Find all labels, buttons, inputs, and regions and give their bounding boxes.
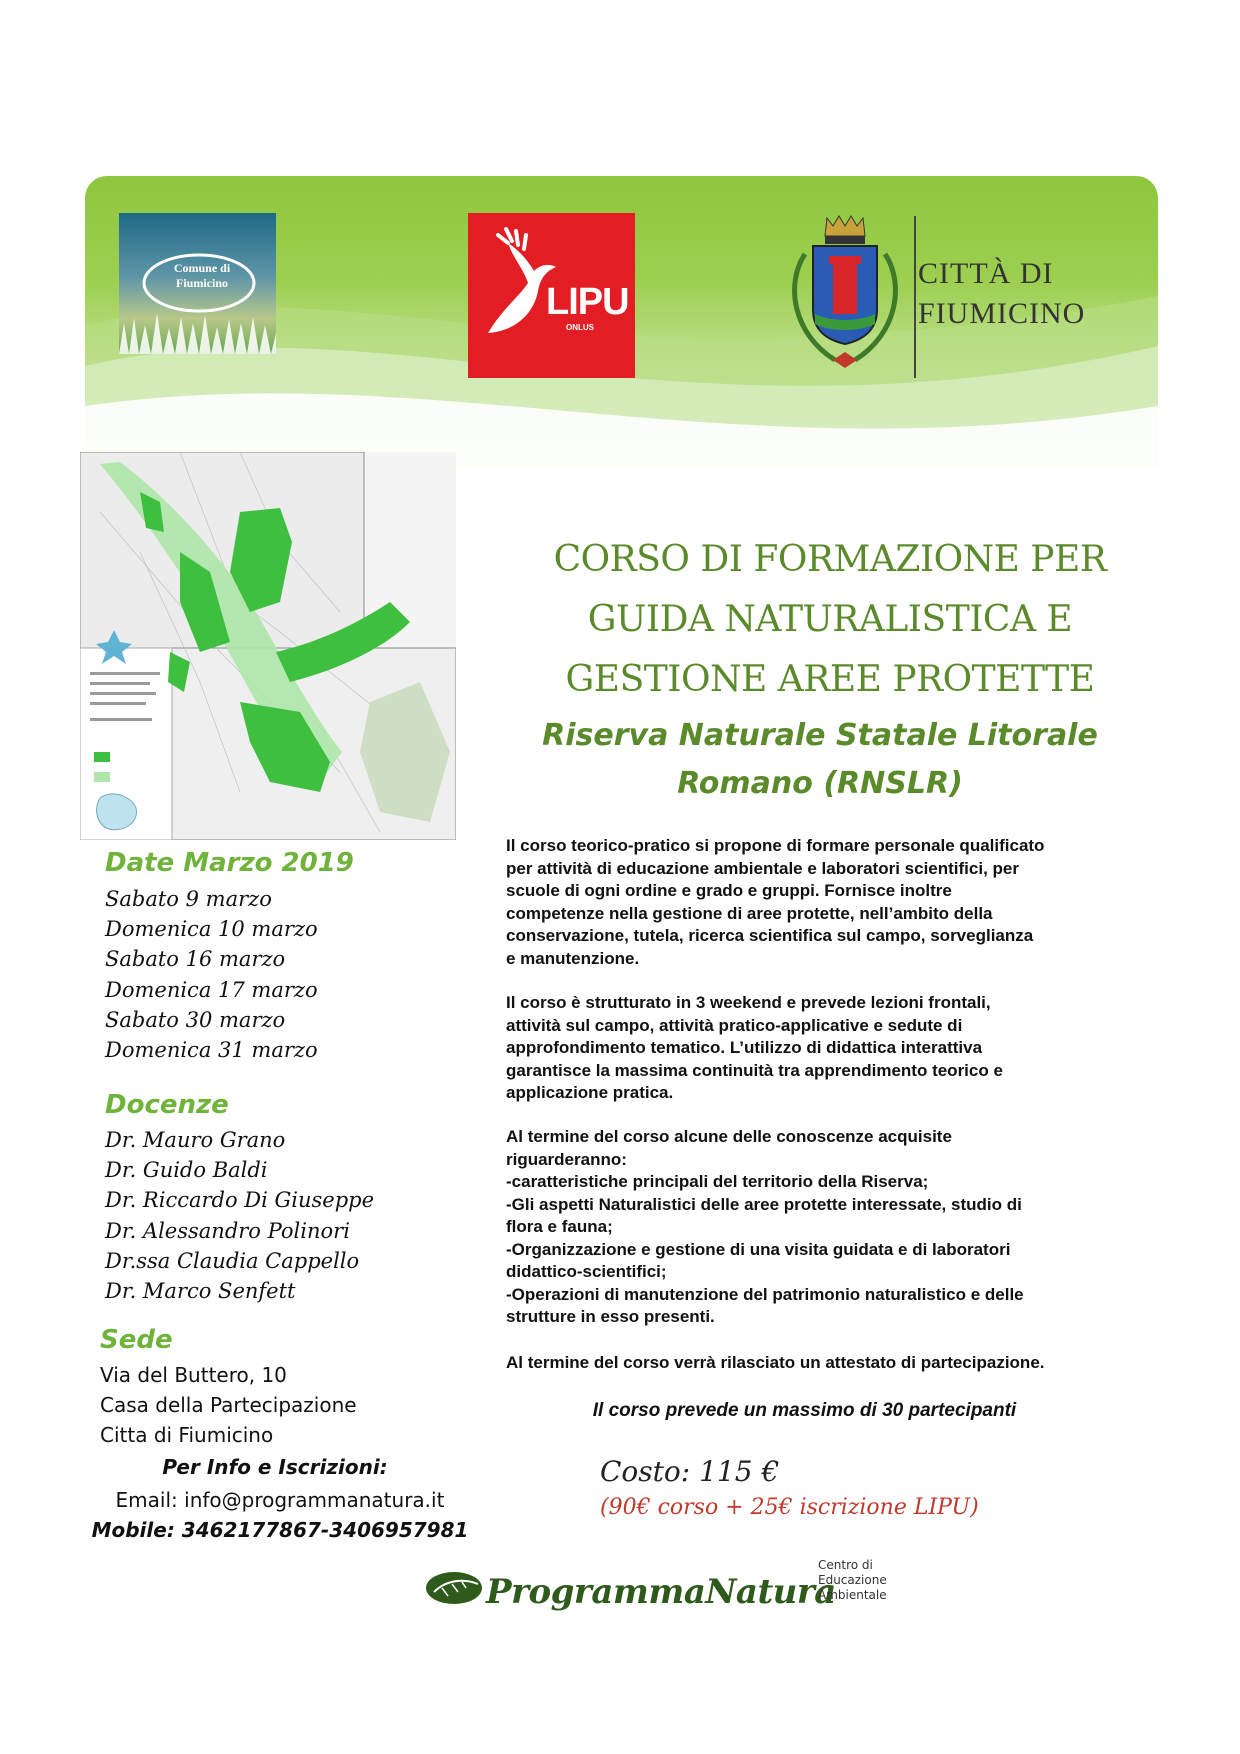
- text-line: Il corso è strutturato in 3 weekend e prevede lezioni frontali,: [506, 993, 991, 1012]
- pn-sub-line: Ambientale: [818, 1588, 887, 1602]
- text-line: riguarderanno:: [506, 1149, 627, 1169]
- text-line: applicazione pratica.: [506, 1083, 674, 1102]
- info-mobile: Mobile: 3462177867-3406957981: [91, 1518, 469, 1542]
- max-participants: Il corso prevede un massimo di 30 partecipanti: [592, 1400, 1017, 1421]
- pn-sub-line: Educazione: [818, 1573, 887, 1587]
- date-item: Domenica 17 marzo: [105, 977, 318, 1002]
- text-line: strutture in esso presenti.: [506, 1307, 715, 1326]
- date-item: Sabato 9 marzo: [105, 887, 272, 911]
- citta-line1: CITTÀ DI: [918, 257, 1054, 290]
- docenze-list: [105, 1125, 374, 1306]
- text-line: attività sul campo, attività pratico-applicative e sedute di: [506, 1015, 963, 1035]
- cost-detail: (90€ corso + 25€ iscrizione LIPU): [600, 1495, 979, 1520]
- paragraph-intro: [506, 835, 1103, 970]
- text-line: scuole di ogni ordine e grado e gruppi. Fornisce inoltre: [506, 881, 952, 900]
- docenze-heading: Docenze: [105, 1090, 229, 1120]
- subtitle-line1: Riserva Naturale Statale Litorale: [542, 718, 1098, 753]
- paragraph-structure: [506, 992, 1103, 1105]
- info-heading: Per Info e Iscrizioni:: [162, 1455, 388, 1479]
- reserve-map: [80, 452, 456, 840]
- teacher-item: Dr. Riccardo Di Giuseppe: [105, 1188, 375, 1213]
- sede-item: Citta di Fiumicino: [100, 1423, 274, 1447]
- title-line1: CORSO DI FORMAZIONE PER: [553, 539, 1107, 580]
- title-line3: GESTIONE AREE PROTETTE: [565, 659, 1095, 700]
- teacher-item: Dr. Marco Senfett: [105, 1279, 296, 1304]
- leaf-icon: [420, 1568, 484, 1608]
- dates-list: [105, 884, 318, 1065]
- legend-area-b: [94, 772, 110, 782]
- citta-di-fiumicino-logo: [918, 254, 1085, 334]
- teacher-item: Dr.ssa Claudia Cappello: [105, 1248, 360, 1273]
- text-line: -Organizzazione e gestione di una visita guidata e di laboratori: [506, 1239, 1011, 1259]
- info-email: Email: info@programmanatura.it: [115, 1488, 445, 1512]
- text-line: garantisce la massima continuità tra apprendimento teorico e: [506, 1060, 1003, 1080]
- teacher-item: Dr. Mauro Grano: [105, 1128, 286, 1152]
- paragraph-outcomes: [506, 1126, 1103, 1329]
- legend-area-a: [94, 752, 110, 762]
- teacher-item: Dr. Alessandro Polinori: [105, 1218, 350, 1243]
- text-line: approfondimento tematico. L’utilizzo di didattica interattiva: [506, 1038, 983, 1057]
- text-line: per attività di educazione ambientale e laboratori scientifici, per: [506, 858, 1019, 878]
- text-line: didattico-scientifici;: [506, 1262, 667, 1281]
- text-line: -Gli aspetti Naturalistici delle aree protette interessate, studio di: [506, 1194, 1022, 1214]
- sede-item: Casa della Partecipazione: [100, 1393, 357, 1417]
- programmanatura-subtitle: [818, 1558, 887, 1603]
- comune-fiumicino-logo: [119, 213, 276, 354]
- dates-heading: Date Marzo 2019: [105, 848, 354, 878]
- course-subtitle: [520, 712, 1120, 808]
- text-line: flora e fauna;: [506, 1217, 613, 1236]
- sede-list: [100, 1360, 357, 1450]
- paragraph-certificate: [506, 1352, 1103, 1375]
- text-line: Il corso teorico-pratico si propone di formare personale qualificato: [506, 836, 1045, 855]
- course-title: [480, 530, 1180, 710]
- text-line: competenze nella gestione di aree protette, nell’ambito della: [506, 903, 993, 923]
- lipu-logo-sub: ONLUS: [566, 323, 594, 332]
- teacher-item: Dr. Guido Baldi: [105, 1158, 268, 1183]
- comune-logo-text: Comune di Fiumicino: [173, 261, 231, 290]
- text-line: -Operazioni di manutenzione del patrimonio naturalistico e delle: [506, 1284, 1024, 1304]
- text-line: conservazione, tutela, ricerca scientifica sul campo, sorveglianza: [506, 926, 1034, 945]
- programmanatura-logo: ProgrammaNatura: [486, 1572, 836, 1612]
- date-item: Domenica 31 marzo: [105, 1038, 318, 1063]
- citta-line2: FIUMICINO: [918, 297, 1086, 330]
- text-line: Al termine del corso verrà rilasciato un attestato di partecipazione.: [506, 1353, 1045, 1372]
- date-item: Domenica 10 marzo: [105, 917, 318, 942]
- date-item: Sabato 30 marzo: [105, 1007, 286, 1032]
- date-item: Sabato 16 marzo: [105, 947, 286, 972]
- crest-divider: [914, 216, 916, 378]
- subtitle-line2: Romano (RNSLR): [677, 766, 963, 801]
- pn-sub-line: Centro di: [818, 1558, 873, 1572]
- cost-label: Costo: 115 €: [600, 1455, 780, 1488]
- lipu-logo-text: LIPU: [546, 281, 629, 323]
- sede-item: Via del Buttero, 10: [100, 1363, 287, 1387]
- sede-heading: Sede: [100, 1325, 173, 1355]
- lipu-logo: [468, 213, 635, 378]
- text-line: Al termine del corso alcune delle conoscenze acquisite: [506, 1127, 952, 1146]
- fiumicino-crest-icon: [775, 214, 915, 374]
- text-line: -caratteristiche principali del territorio della Riserva;: [506, 1172, 929, 1191]
- text-line: e manutenzione.: [506, 948, 640, 968]
- title-line2: GUIDA NATURALISTICA E: [587, 599, 1073, 640]
